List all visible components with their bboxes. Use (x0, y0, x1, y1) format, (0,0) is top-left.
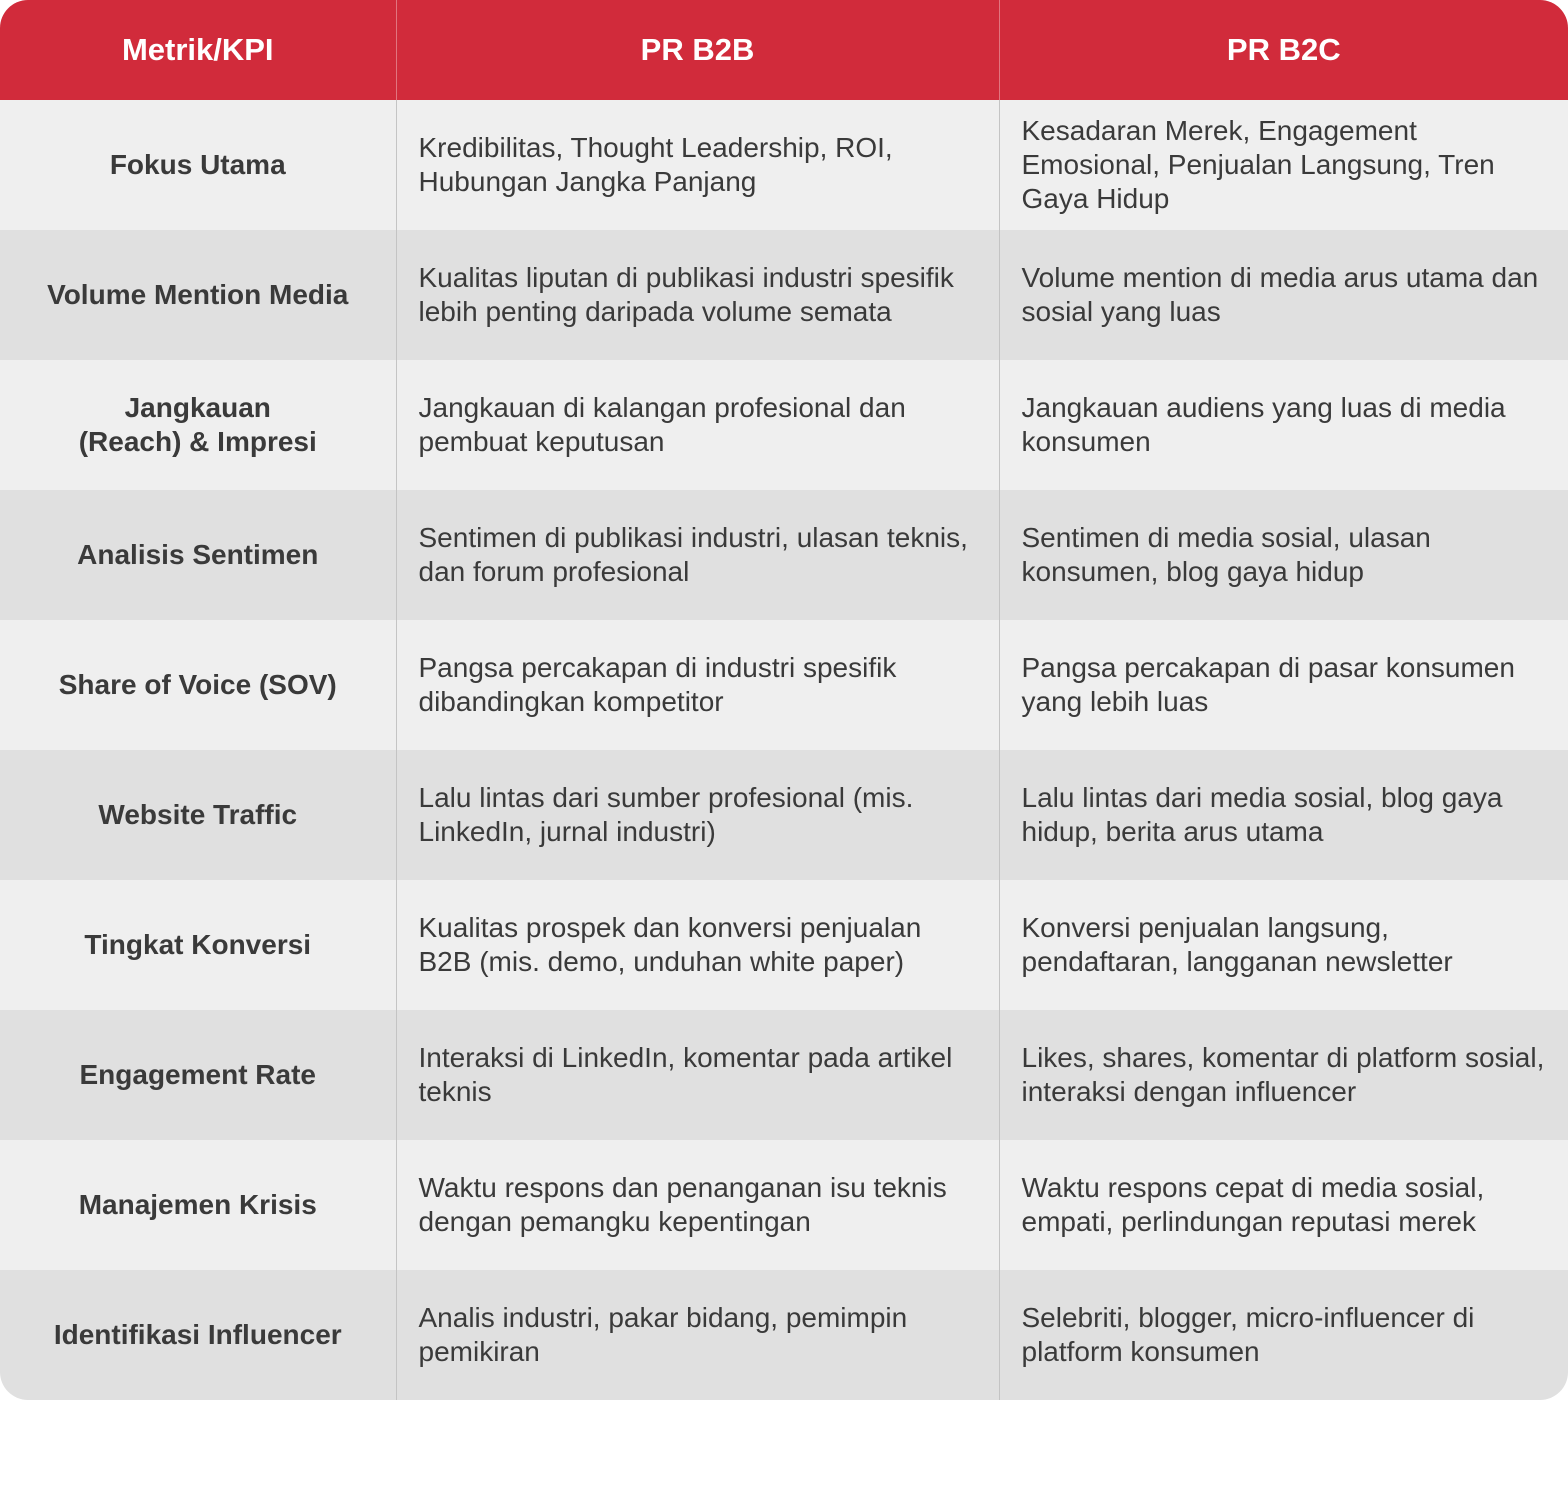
b2b-cell: Kredibilitas, Thought Leadership, ROI, Hubungan Jangka Panjang (396, 100, 999, 230)
b2c-cell: Jangkauan audiens yang luas di media konsumen (999, 360, 1568, 490)
metric-cell: Identifikasi Influencer (53, 1319, 342, 1350)
metric-cell: Fokus Utama (109, 149, 286, 180)
b2c-cell: Konversi penjualan langsung, pendaftaran, langganan newsletter (999, 880, 1568, 1010)
metric-cell: Tingkat Konversi (84, 929, 312, 960)
metric-cell: Website Traffic (98, 799, 298, 830)
b2c-cell: Sentimen di media sosial, ulasan konsumen, blog gaya hidup (999, 490, 1568, 620)
b2b-cell: Waktu respons dan penanganan isu teknis dengan pemangku kepentingan (396, 1140, 999, 1270)
table-row (0, 880, 1568, 1010)
b2b-cell: Kualitas liputan di publikasi industri spesifik lebih penting daripada volume semata (396, 230, 999, 360)
header-row (0, 0, 1568, 100)
header-metric: Metrik/KPI (0, 0, 396, 100)
b2c-cell: Waktu respons cepat di media sosial, empati, perlindungan reputasi merek (999, 1140, 1568, 1270)
b2b-cell: Jangkauan di kalangan profesional dan pembuat keputusan (396, 360, 999, 490)
table-header (0, 0, 1568, 100)
b2c-cell: Selebriti, blogger, micro-influencer di platform konsumen (999, 1270, 1568, 1400)
b2b-cell: Analis industri, pakar bidang, pemimpin pemikiran (396, 1270, 999, 1400)
table-row (0, 1010, 1568, 1140)
b2c-cell: Pangsa percakapan di pasar konsumen yang lebih luas (999, 620, 1568, 750)
b2b-cell: Kualitas prospek dan konversi penjualan B2B (mis. demo, unduhan white paper) (396, 880, 999, 1010)
table-row (0, 750, 1568, 880)
b2b-cell: Sentimen di publikasi industri, ulasan teknis, dan forum profesional (396, 490, 999, 620)
b2c-cell: Kesadaran Merek, Engagement Emosional, Penjualan Langsung, Tren Gaya Hidup (999, 100, 1568, 230)
table-row (0, 620, 1568, 750)
metric-line-1: Jangkauan (124, 392, 271, 423)
b2c-cell: Lalu lintas dari media sosial, blog gaya hidup, berita arus utama (999, 750, 1568, 880)
b2b-cell: Lalu lintas dari sumber profesional (mis. LinkedIn, jurnal industri) (396, 750, 999, 880)
header-b2b: PR B2B (396, 0, 999, 100)
b2c-cell: Likes, shares, komentar di platform sosial, interaksi dengan influencer (999, 1010, 1568, 1140)
metric-cell: Manajemen Krisis (78, 1189, 317, 1220)
table-row (0, 1140, 1568, 1270)
table-row (0, 230, 1568, 360)
metric-cell: Engagement Rate (79, 1059, 316, 1090)
table-row (0, 100, 1568, 230)
metric-cell (0, 360, 396, 490)
metric-cell: Analisis Sentimen (77, 539, 319, 570)
metric-line-2: (Reach) & Impresi (78, 426, 317, 457)
table-row (0, 490, 1568, 620)
b2c-cell: Volume mention di media arus utama dan sosial yang luas (999, 230, 1568, 360)
table-row (0, 360, 1568, 490)
metric-cell: Volume Mention Media (47, 279, 349, 310)
table-row (0, 1270, 1568, 1400)
b2b-cell: Interaksi di LinkedIn, komentar pada artikel teknis (396, 1010, 999, 1140)
header-b2c: PR B2C (999, 0, 1568, 100)
metric-cell: Share of Voice (SOV) (58, 669, 337, 700)
table-body (0, 100, 1568, 1400)
b2b-cell: Pangsa percakapan di industri spesifik dibandingkan kompetitor (396, 620, 999, 750)
